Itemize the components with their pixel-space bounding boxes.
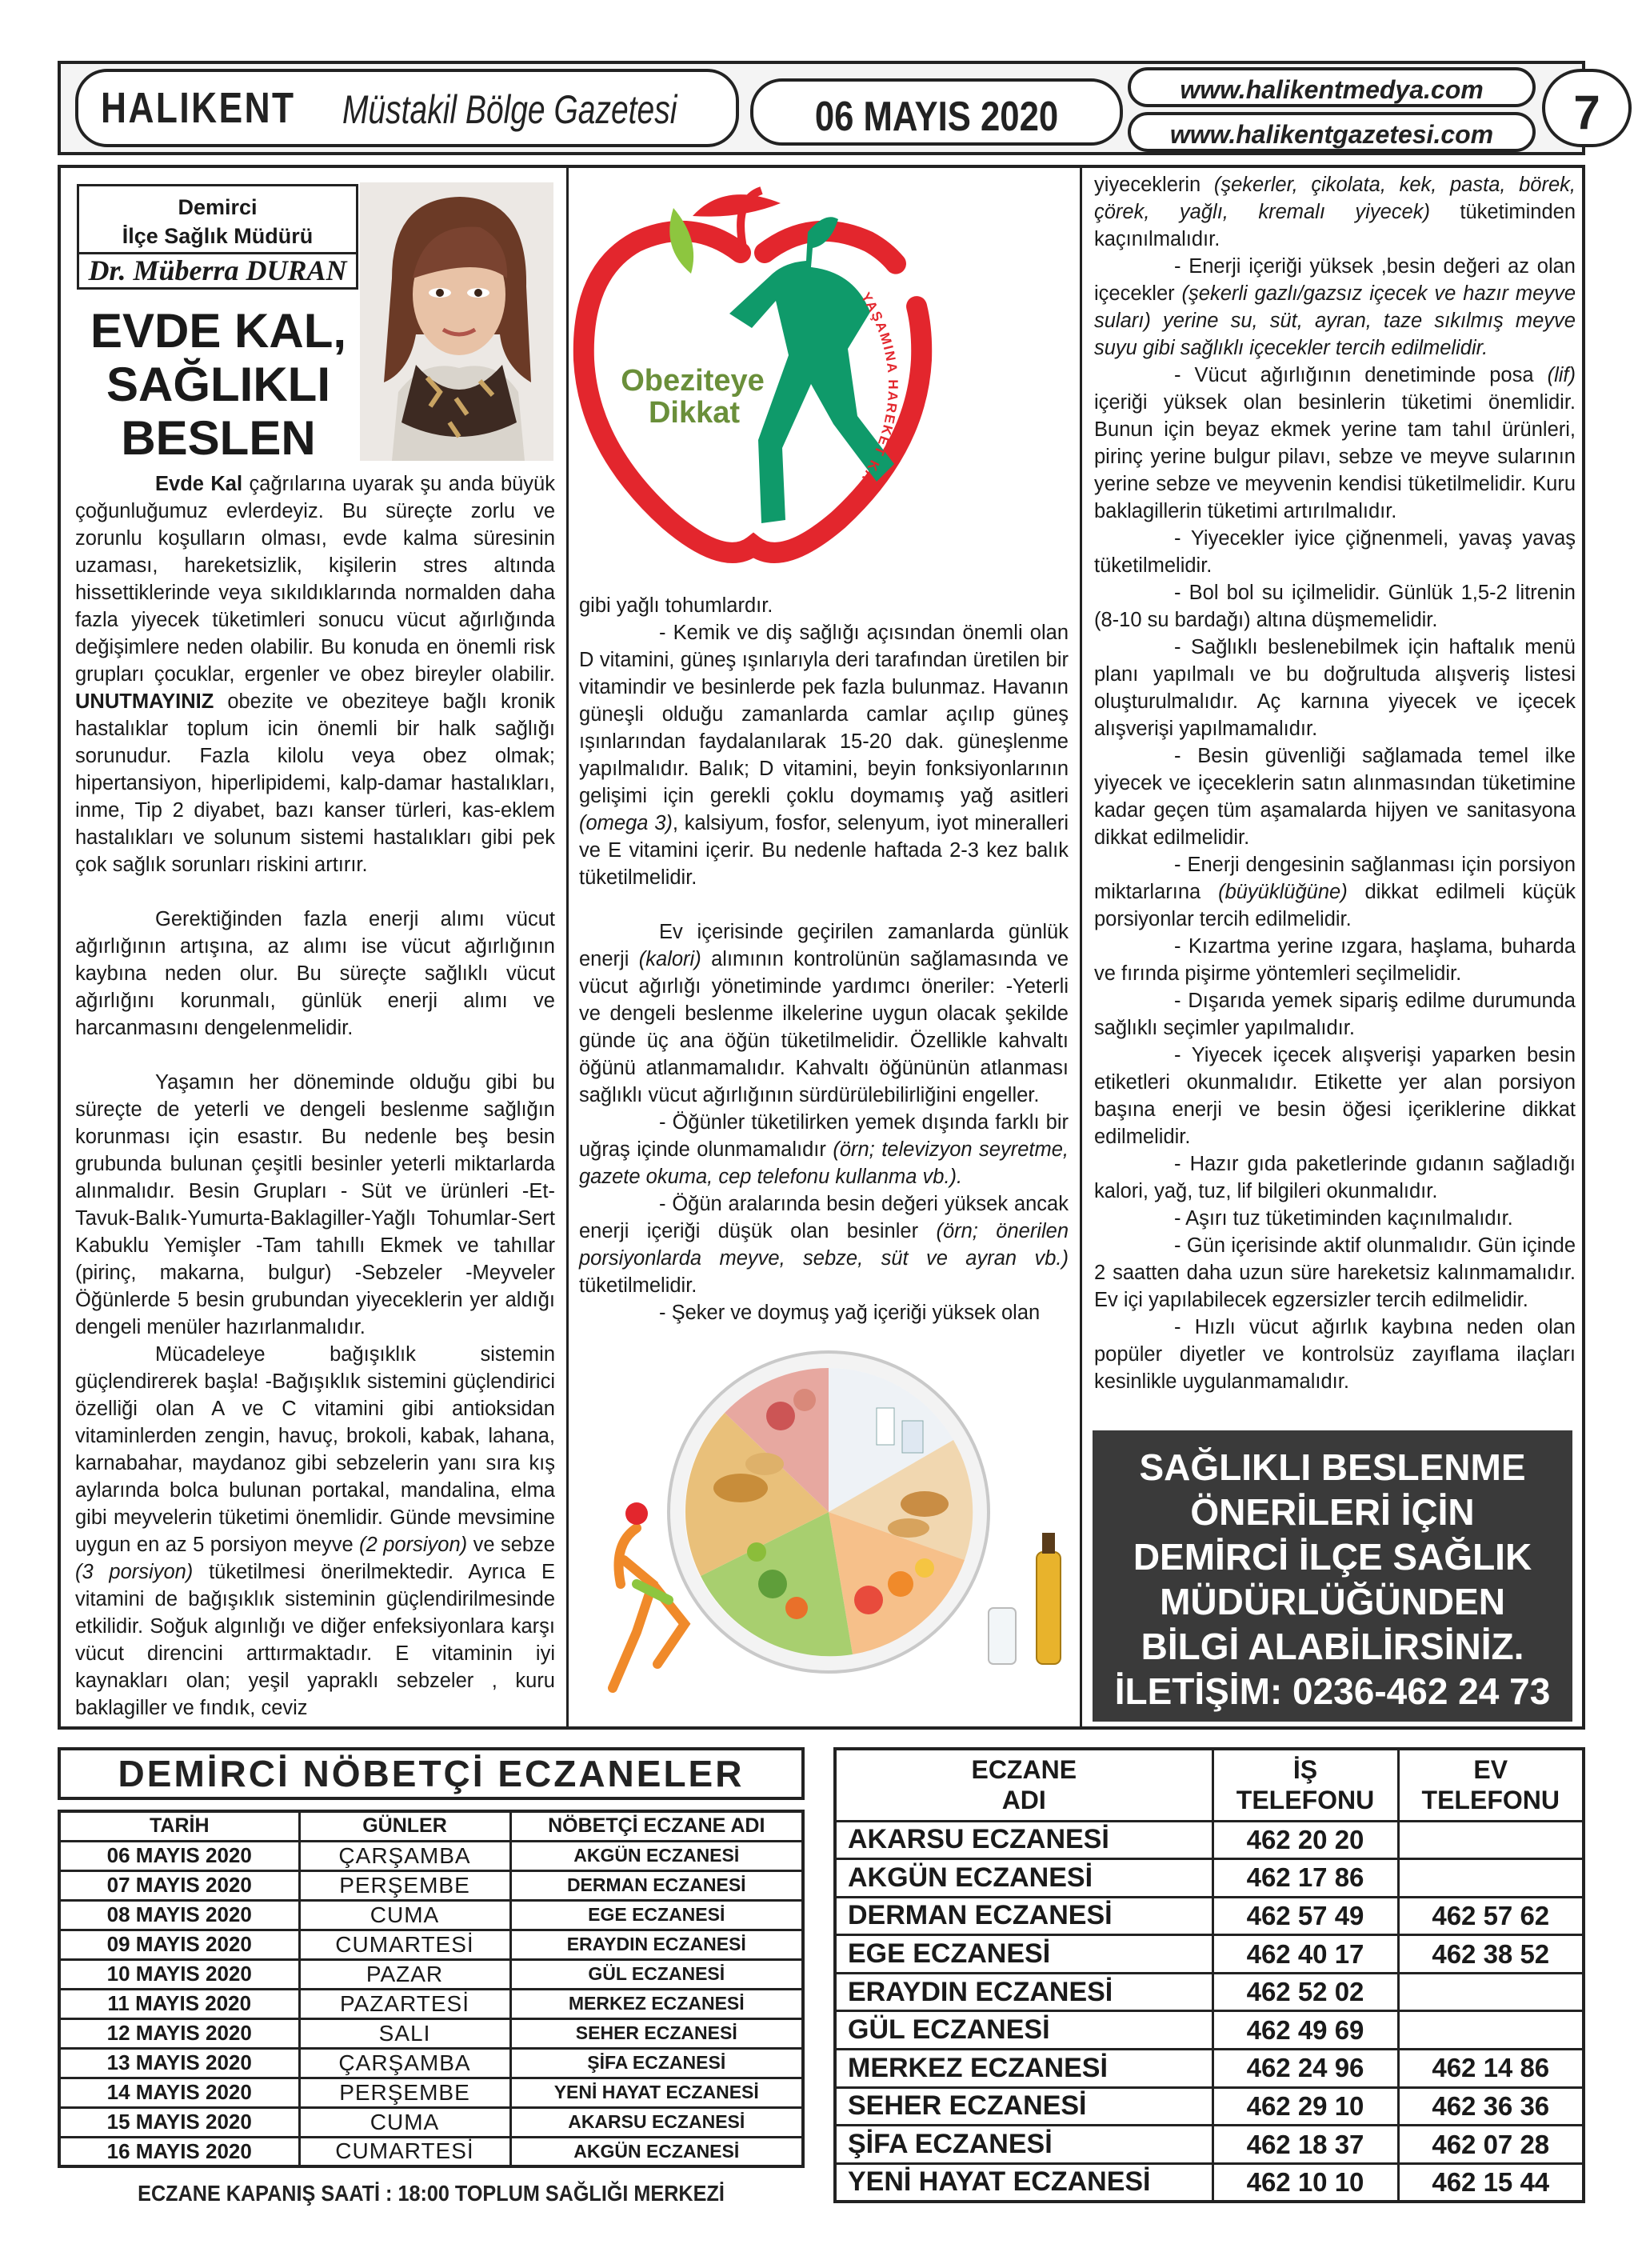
header-line: ECZANE — [971, 1755, 1077, 1785]
portrait-image — [360, 182, 553, 461]
text-span: - Öğünler tüketilirken yemek dışında farklı bir uğraş içinde olunmamalıdır — [579, 1111, 1069, 1161]
brand-pill — [75, 69, 739, 147]
day-cell: PAZARTESİ — [299, 1989, 510, 2018]
page-number-pill — [1542, 69, 1632, 147]
day-cell: CUMARTESİ — [299, 2137, 510, 2166]
work-phone-cell: 462 40 17 — [1213, 1935, 1398, 1974]
text-span: - Enerji içeriği yüksek ,besin değeri az olan içecekler — [1094, 255, 1576, 305]
italic-phrase: (kalori) — [638, 948, 701, 970]
column-3-text — [1094, 171, 1576, 1395]
table-row — [835, 2011, 1584, 2050]
italic-phrase: (lif) — [1547, 364, 1576, 386]
apple-runner-icon — [573, 184, 933, 584]
column-header: TARİH — [59, 1811, 299, 1841]
table-row — [835, 1821, 1584, 1859]
header-line: EV — [1473, 1755, 1508, 1785]
table-row — [59, 2137, 803, 2166]
paragraph — [75, 1341, 555, 1722]
work-phone-cell: 462 49 69 — [1213, 2011, 1398, 2050]
date-cell: 14 MAYIS 2020 — [59, 2078, 299, 2107]
table-row — [835, 2126, 1584, 2164]
food-plate-icon — [589, 1344, 1085, 1720]
column-divider — [566, 168, 569, 1726]
text-span: obezite ve obeziteye bağlı kronik hastalıklar toplum icin önemli bir halk sağlığı sorunudur. Fazla kilolu veya obez olmak; hipertansiyon, hiperlipidemi, kalp-damar hastalıkları, inme, Tip 2 diyabet, bazı kanser türleri, kas-eklem hastalıkları ve solunum sistemi hastalıkları gibi pek çok sağlık sorunları riskini artırır. — [75, 690, 555, 876]
paragraph: - Besin güvenliği sağlamada temel ilke yiyecek ve içeceklerin satın alınmasından tüketimine kadar geçen tüm aşamalarda hijyen ve sanitasyona dikkat edilmelidir. — [1094, 745, 1576, 849]
pharmacy-name-cell: MERKEZ ECZANESİ — [835, 2050, 1213, 2088]
table-row — [835, 1973, 1584, 2011]
table-row — [59, 2107, 803, 2137]
paragraph: - Kızartma yerine ızgara, haşlama, buharda ve fırında pişirme yöntemleri seçilmelidir. — [1094, 935, 1576, 985]
pharmacy-name-cell: ŞİFA ECZANESİ — [510, 2048, 803, 2078]
paragraph — [1094, 253, 1576, 362]
paragraph: Yaşamın her döneminde olduğu gibi bu süreçte de yeterli ve dengeli beslenme sağlığın korunması için esastır. Bu nedenle beş besin grubunda bulunan çeşitli besinler yeterli miktarlarda alınmalıdır. Besin Grupları - Süt ve ürünleri -Et-Tavuk-Balık-Yumurta-Baklagiller-Yağlı Tohumlar-Sert Kabuklu Yemişler -Tam tahıllı Ekmek ve tahıllar (pirinç, makarna, bulgur) -Sebzeler -Meyveler Öğünlerde 5 besin grubundan yiyeceklerin yer aldığı dengeli menüler hazırlanmalıdır. — [75, 1071, 555, 1338]
home-phone-cell: 462 15 44 — [1398, 2163, 1584, 2202]
paragraph: - Şeker ve doymuş yağ içeriği yüksek olan — [659, 1302, 1041, 1324]
url-pill-2 — [1128, 112, 1536, 152]
paragraph — [579, 918, 1069, 1109]
text-span: ve sebze — [467, 1534, 555, 1556]
url-pill-1 — [1128, 67, 1536, 107]
newspaper-name: HALIKENT — [101, 84, 296, 132]
italic-phrase: (3 porsiyon) — [75, 1561, 194, 1583]
work-phone-cell: 462 17 86 — [1213, 1859, 1398, 1898]
date-pill — [750, 78, 1123, 146]
closing-hours-note: ECZANE KAPANIŞ SAATİ : 18:00 TOPLUM SAĞLIĞI MERKEZİ — [138, 2181, 725, 2206]
date-cell: 06 MAYIS 2020 — [59, 1841, 299, 1870]
paragraph: - Yiyecekler iyice çiğnenmeli, yavaş yavaş tüketilmelidir. — [1094, 527, 1576, 577]
info-line: ÖNERİLERİ İÇİN — [1190, 1491, 1475, 1533]
table-row — [59, 2078, 803, 2107]
table-row — [59, 1870, 803, 1900]
text-span: - Öğün aralarında besin değeri yüksek ancak enerji içeriği düşük olan besinler — [579, 1193, 1069, 1242]
pharmacy-name-cell: EGE ECZANESİ — [510, 1900, 803, 1930]
pharmacy-name-cell: GÜL ECZANESİ — [835, 2011, 1213, 2050]
column-1-text — [75, 470, 555, 1722]
author-role-line1: Demirci — [178, 195, 258, 219]
home-phone-cell — [1398, 1973, 1584, 2011]
paragraph: - Hızlı vücut ağırlık kaybına neden olan popüler diyetler ve kontrolsüz zayıflama ilaçları kesinlikle uygulanmamalıdır. — [1094, 1316, 1576, 1393]
article — [58, 165, 1585, 1730]
table-row — [59, 1959, 803, 1989]
paragraph: - Aşırı tuz tüketiminden kaçınılmalıdır. — [1174, 1207, 1513, 1230]
paragraph: - Yiyecek içecek alışverişi yaparken besin etiketleri okunmalıdır. Etikette yer alan porsiyon başına enerji ve besin öğesi içeriklerine dikkat edilmelidir. — [1094, 1044, 1576, 1148]
italic-phrase: (şekerli gazlı/gazsız içecek ve hazır meyve suları) yerine su, süt, ayran, taze sıkılmış meyve suyu gibi sağlıklı içecekler tercih edilmelidir. — [1094, 282, 1576, 359]
day-cell: SALI — [299, 2018, 510, 2048]
pharmacy-schedule-title: DEMİRCİ NÖBETÇİ ECZANELER — [58, 1747, 805, 1800]
author-role-line2: İlçe Sağlık Müdürü — [122, 224, 314, 248]
bold-phrase: Evde Kal — [155, 473, 243, 495]
table-row — [59, 2018, 803, 2048]
pharmacy-name-cell: AKARSU ECZANESİ — [510, 2107, 803, 2137]
pharmacy-name-cell: AKARSU ECZANESİ — [835, 1821, 1213, 1859]
page-number: 7 — [1573, 86, 1600, 139]
italic-phrase: (2 porsiyon) — [359, 1534, 468, 1556]
column-header: GÜNLER — [299, 1811, 510, 1841]
text-span: , kalsiyum, fosfor, selenyum, iyot mineralleri ve E vitamini içerir. Bu nedenle haftada 2-3 kez balık tüketilmelidir. — [579, 812, 1069, 889]
logo-line-1: Obeziteye — [621, 364, 765, 398]
table-header-row — [59, 1811, 803, 1841]
pharmacy-name-cell: ERAYDIN ECZANESİ — [510, 1930, 803, 1959]
headline-line-2: SAĞLIKLI — [106, 358, 330, 411]
home-phone-cell: 462 36 36 — [1398, 2087, 1584, 2126]
text-span: - Vücut ağırlığının denetiminde posa — [1174, 364, 1548, 386]
text-span: tüketiminden kaçınılmalıdır. — [1094, 201, 1576, 250]
info-line: SAĞLIKLI BESLENME — [1139, 1446, 1526, 1488]
day-cell: ÇARŞAMBA — [299, 2048, 510, 2078]
table-row — [835, 2163, 1584, 2202]
pharmacy-name-cell: YENİ HAYAT ECZANESİ — [510, 2078, 803, 2107]
work-phone-cell: 462 18 37 — [1213, 2126, 1398, 2164]
pharmacy-name-cell: SEHER ECZANESİ — [835, 2087, 1213, 2126]
info-line: MÜDÜRLÜĞÜNDEN — [1160, 1581, 1505, 1622]
paragraph — [75, 470, 555, 878]
home-phone-cell: 462 07 28 — [1398, 2126, 1584, 2164]
table-header-row — [835, 1749, 1584, 1821]
date-cell: 16 MAYIS 2020 — [59, 2137, 299, 2166]
text-span: - Kemik ve diş sağlığı açısından önemli olan D vitamini, güneş ışınlarıyla deri tarafından üretilen bir vitamindir ve besinlerde pek fazla bulunmaz. Havanın güneşli olduğu zamanlarda camlar açılıp güneş ışınlarından faydalanılarak 15-20 dak. güneşlenme yapılmalıdır. Balık; D vitamini, beyin fonksiyonlarının gelişimi için gerekli çoklu doymamış yağ asitleri — [579, 622, 1069, 807]
day-cell: PERŞEMBE — [299, 1870, 510, 1900]
text-span: Mücadeleye bağışıklık sistemin güçlendirerek başla! -Bağışıklık sistemini güçlendirici özelliği olan A ve C vitamini gibi antioksidan vitaminlerden zengin, havuç, brokoli, kabak, lahana, karnabahar, maydanoz gibi sebzelerin yanı sıra kış aylarında bolca bulunan portakal, mandalina, elma gibi meyvelerin tüketimi önemlidir. Günde mevsimine uygun en az 5 porsiyon meyve — [75, 1343, 555, 1556]
text-span: çağrılarına uyarak şu anda büyük çoğunluğumuz evlerdeyiz. Bu süreçte zorlu ve zorunlu koşulların olması, evde kalma süresinin uzaması, hareketsizlik, kişilerin stres altında hissettiklerinde veya sıkıldıklarında normalden daha fazla yiyecek tüketimleri sonucu vücut ağırlığında değişimlere neden olabilir. Bu konuda en önemli risk grupları çocuklar, ergenler ve obez bireyler olabilir. — [75, 473, 555, 686]
paragraph: - Gün içerisinde aktif olunmalıdır. Gün içinde 2 saatten daha uzun süre hareketsiz kalınmamalıdır. Ev içi yapılabilecek egzersizler tercih edilmelidir. — [1094, 1234, 1576, 1311]
paragraph: - Hazır gıda paketlerinde gıdanın sağladığı kalori, yağ, tuz, lif bilgileri okunmalıdır. — [1094, 1153, 1576, 1202]
column-2-text — [579, 592, 1069, 1326]
paragraph — [1094, 171, 1576, 253]
home-phone-cell: 462 14 86 — [1398, 2050, 1584, 2088]
obesity-logo — [573, 184, 933, 584]
table-row — [835, 1935, 1584, 1974]
italic-phrase: (örn; önerilen porsiyonlarda meyve, sebze, süt ve ayran vb.) — [579, 1220, 1069, 1270]
text-span: içeriği yüksek olan besinlerin tüketimi önemlidir. Bunun için beyaz ekmek yerine tam tahıl ürünleri, pirinç yerine bulgur pilavı, sebze ve meyve sularının yerine sebze ve meyvenin kendisi tüketilmelidir. Kuru baklagillerin tüketimi artırılmalıdır. — [1094, 391, 1576, 522]
masthead — [58, 61, 1600, 155]
pharmacy-phone-table — [833, 1747, 1585, 2203]
work-phone-cell: 462 24 96 — [1213, 2050, 1398, 2088]
paragraph — [1094, 851, 1576, 933]
pharmacy-name-cell: GÜL ECZANESİ — [510, 1959, 803, 1989]
date-cell: 11 MAYIS 2020 — [59, 1989, 299, 2018]
italic-phrase: (büyüklüğüne) — [1218, 881, 1348, 903]
day-cell: PERŞEMBE — [299, 2078, 510, 2107]
date-cell: 09 MAYIS 2020 — [59, 1930, 299, 1959]
pharmacy-name-cell: DERMAN ECZANESİ — [835, 1897, 1213, 1935]
headline — [72, 304, 365, 465]
headline-line-1: EVDE KAL, — [90, 304, 347, 358]
logo-arc-textpath: YAŞAMINA HAREKET KA — [857, 290, 901, 485]
header-line: TELEFONU — [1421, 1786, 1560, 1815]
column-header — [1398, 1749, 1584, 1821]
column-header — [1213, 1749, 1398, 1821]
contact-info-box — [1093, 1430, 1572, 1722]
pharmacy-name-cell: EGE ECZANESİ — [835, 1935, 1213, 1974]
date-cell: 07 MAYIS 2020 — [59, 1870, 299, 1900]
table-row — [59, 1900, 803, 1930]
date-cell: 08 MAYIS 2020 — [59, 1900, 299, 1930]
paragraph — [1094, 362, 1576, 525]
pharmacy-schedule-table — [58, 1810, 805, 2168]
day-cell: CUMARTESİ — [299, 1930, 510, 1959]
website-link-2[interactable]: www.halikentgazetesi.com — [1169, 120, 1494, 149]
table-row — [835, 1897, 1584, 1935]
newspaper-subtitle: Müstakil Bölge Gazetesi — [342, 87, 677, 132]
text-span: tüketilmelidir. — [579, 1274, 697, 1297]
pharmacy-name-cell: AKGÜN ECZANESİ — [510, 1841, 803, 1870]
paragraph: - Sağlıklı beslenebilmek için haftalık menü planı yapılmalı ve bu doğrultuda alışveriş listesi oluşturulmalıdır. Aç karnına yiyecek ve içecek alışverişi yapılmamalıdır. — [1094, 636, 1576, 740]
website-link-1[interactable]: www.halikentmedya.com — [1180, 75, 1484, 104]
work-phone-cell: 462 29 10 — [1213, 2087, 1398, 2126]
paragraph: - Bol bol su içilmelidir. Günlük 1,5-2 litrenin (8-10 su bardağı) altına düşmemelidir. — [1094, 582, 1576, 631]
column-header — [835, 1749, 1213, 1821]
italic-phrase: (şekerler, çikolata, kek, pasta, börek, çörek, yağlı, kremalı yiyecek) — [1094, 174, 1576, 223]
pharmacy-name-cell: MERKEZ ECZANESİ — [510, 1989, 803, 2018]
food-plate-illustration — [589, 1344, 1085, 1720]
pharmacy-name-cell: ERAYDIN ECZANESİ — [835, 1973, 1213, 2011]
header-line: İŞ — [1292, 1755, 1318, 1785]
table-row — [835, 1859, 1584, 1898]
day-cell: CUMA — [299, 1900, 510, 1930]
home-phone-cell: 462 38 52 — [1398, 1935, 1584, 1974]
table-row — [59, 2048, 803, 2078]
text-span: dikkat edilmeli küçük porsiyonlar tercih edilmelidir. — [1094, 881, 1576, 930]
bold-phrase: UNUTMAYINIZ — [75, 690, 214, 713]
text-span: alımının kontrolünün sağlamasında ve vücut ağırlığı yönetiminde yardımcı öneriler: -Yeterli ve dengeli beslenme ilkelerine uygun olacak şekilde günde üç ana öğün tüketilmelidir. Özellikle kahvaltı öğünü atlanmamalıdır. Kahvaltı öğününün atlanması sağlıklı vücut ağırlığının sürdürülebilirliğini engeller. — [579, 948, 1069, 1106]
day-cell: CUMA — [299, 2107, 510, 2137]
text-span: Ev içerisinde geçirilen zamanlarda günlük enerji — [579, 921, 1069, 970]
header-line: ADI — [1001, 1786, 1046, 1815]
italic-phrase: (örn; televizyon seyretme, gazete okuma, cep telefonu kullanma vb.). — [579, 1138, 1069, 1188]
paragraph: - Dışarıda yemek sipariş edilme durumunda sağlıklı seçimler yapılmalıdır. — [1094, 990, 1576, 1039]
date-cell: 12 MAYIS 2020 — [59, 2018, 299, 2048]
date-cell: 10 MAYIS 2020 — [59, 1959, 299, 1989]
author-photo — [360, 182, 553, 461]
author-role — [79, 193, 356, 250]
paragraph — [579, 1190, 1069, 1299]
home-phone-cell: 462 57 62 — [1398, 1897, 1584, 1935]
pharmacy-name-cell: YENİ HAYAT ECZANESİ — [835, 2163, 1213, 2202]
pharmacy-name-cell: AKGÜN ECZANESİ — [835, 1859, 1213, 1898]
work-phone-cell: 462 52 02 — [1213, 1973, 1398, 2011]
table-row — [59, 1989, 803, 2018]
text-span: - Enerji dengesinin sağlanması için porsiyon miktarlarına — [1094, 854, 1576, 903]
paragraph: Gerektiğinden fazla enerji alımı vücut ağırlığının artışına, az alımı ise vücut ağırlığının kaybına neden olur. Bu süreçte sağlıklı vücut ağırlığını korunmalı, günlük enerji alımı ve harcanmasını dengelenmelidir. — [75, 908, 555, 1039]
home-phone-cell — [1398, 1821, 1584, 1859]
issue-date: 06 MAYIS 2020 — [814, 94, 1059, 140]
text-span: yiyeceklerin — [1094, 174, 1214, 196]
author-box — [77, 184, 358, 290]
date-cell: 13 MAYIS 2020 — [59, 2048, 299, 2078]
paragraph — [579, 619, 1069, 891]
work-phone-cell: 462 20 20 — [1213, 1821, 1398, 1859]
day-cell: PAZAR — [299, 1959, 510, 1989]
table-row — [835, 2050, 1584, 2088]
date-cell: 15 MAYIS 2020 — [59, 2107, 299, 2137]
italic-phrase: (omega 3) — [579, 812, 673, 834]
pharmacy-name-cell: DERMAN ECZANESİ — [510, 1870, 803, 1900]
headline-line-3: BESLEN — [121, 411, 316, 465]
column-header: NÖBETÇİ ECZANE ADI — [510, 1811, 803, 1841]
day-cell: ÇARŞAMBA — [299, 1841, 510, 1870]
author-name: Dr. Müberra DURAN — [79, 252, 356, 286]
header-line: TELEFONU — [1236, 1786, 1375, 1815]
paragraph — [579, 1109, 1069, 1190]
table-row — [835, 2087, 1584, 2126]
info-line: BİLGİ ALABİLİRSİNİZ. — [1141, 1626, 1524, 1667]
info-line: DEMİRCİ İLÇE SAĞLIK — [1133, 1536, 1532, 1578]
contact-phone: İLETİŞİM: 0236-462 24 73 — [1114, 1670, 1551, 1712]
home-phone-cell — [1398, 2011, 1584, 2050]
work-phone-cell: 462 57 49 — [1213, 1897, 1398, 1935]
pharmacy-name-cell: ŞİFA ECZANESİ — [835, 2126, 1213, 2164]
text-span: tüketilmesi önerilmektedir. Ayrıca E vitamini de bağışıklık sisteminin güçlendirilmesinde etkilidir. Soğuk algınlığı ve diğer enfeksiyonlara karşı vücut direncini arttırmaktadır. E vitaminin iyi kaynakları olan; yeşil yapraklı sebzeler , kuru baklagiller ve fındık, ceviz — [75, 1561, 555, 1719]
pharmacy-name-cell: AKGÜN ECZANESİ — [510, 2137, 803, 2166]
table-row — [59, 1841, 803, 1870]
pharmacy-name-cell: SEHER ECZANESİ — [510, 2018, 803, 2048]
logo-line-2: Dikkat — [648, 396, 741, 430]
paragraph: gibi yağlı tohumlardır. — [579, 594, 773, 617]
work-phone-cell: 462 10 10 — [1213, 2163, 1398, 2202]
table-row — [59, 1930, 803, 1959]
home-phone-cell — [1398, 1859, 1584, 1898]
